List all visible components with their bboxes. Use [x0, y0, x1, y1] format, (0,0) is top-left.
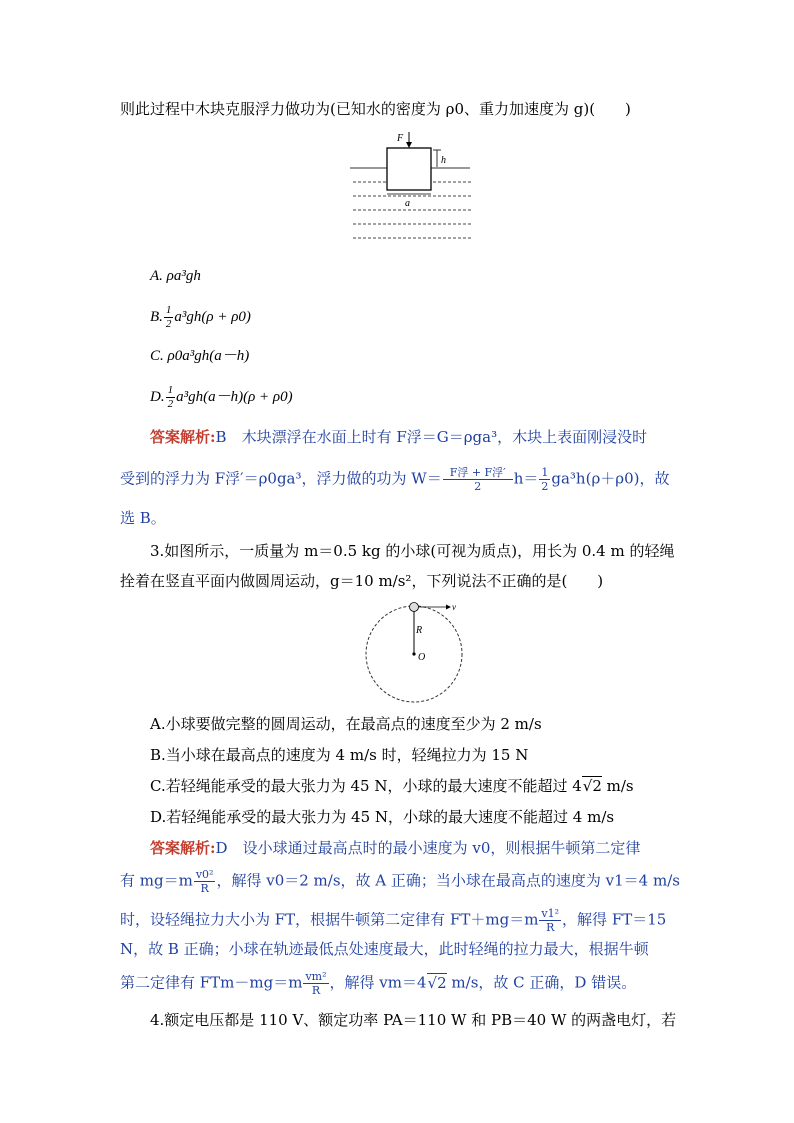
q3-stem-line2: 拴着在竖直平面内做圆周运动，g＝10 m/s²，下列说法不正确的是( )	[120, 572, 604, 590]
force-label: F	[397, 133, 404, 144]
answer-label: 答案解析:	[150, 839, 216, 857]
q3-option-c: C.若轻绳能承受的最大张力为 45 N，小球的最大速度不能超过 4√2 m/s	[150, 777, 634, 795]
option-b-tail: a³gh(ρ + ρ0)	[174, 308, 251, 325]
option-d-prefix: D.	[150, 388, 165, 405]
sqrt-sign: √2	[582, 777, 602, 795]
floating-block-figure	[345, 130, 480, 250]
option-d-tail: a³gh(a－h)(ρ + ρ0)	[176, 388, 293, 405]
q3-option-a: A.小球要做完整的圆周运动，在最高点的速度至少为 2 m/s	[150, 715, 542, 733]
q2-option-b	[150, 304, 251, 331]
vertical-circle-figure	[358, 600, 468, 708]
vm-fraction: $\frac{\text{vm²}}{R}$	[305, 970, 327, 997]
q2-answer-line3: 选 B。	[120, 509, 166, 527]
q3-answer-line3: 时，设轻绳拉力大小为 FT，根据牛顿第二定律有 FT＋mg＝m $\frac{\text{v1²}}{R}$ ，解得 FT＝15	[120, 907, 667, 934]
q3-stem-line1: 3.如图所示，一质量为 m＝0.5 kg 的小球(可视为质点)，用长为 0.4 m 的轻绳	[150, 542, 675, 560]
q3-answer-line4: N，故 B 正确；小球在轨迹最低点处速度最大，此时轻绳的拉力最大，根据牛顿	[120, 940, 649, 958]
v0-fraction: $\frac{\text{v0²}}{R}$	[195, 868, 214, 895]
q2-option-c: C. ρ0a³gh(a－h)	[150, 348, 250, 364]
sqrt-sign: √2	[427, 973, 447, 992]
v1-fraction: $\frac{\text{v1²}}{R}$	[541, 907, 560, 934]
v-label: v	[452, 602, 456, 612]
q2-option-a: A. ρa³gh	[150, 268, 201, 284]
q3-answer-line1: 答案解析:D 设小球通过最高点时的最小速度为 v0，则根据牛顿第二定律	[150, 839, 641, 857]
q3-option-d: D.若轻绳能承受的最大张力为 45 N，小球的最大速度不能超过 4 m/s	[150, 808, 615, 826]
answer-label: 答案解析:	[150, 428, 216, 446]
option-b-prefix: B.	[150, 308, 163, 325]
half-fraction: $\frac{1}{2}$	[165, 304, 172, 330]
q3-answer-line2: 有 mg＝m $\frac{\text{v0²}}{R}$ ，解得 v0＝2 m/s，故 A 正确；当小球在最高点的速度为 v1＝4 m/s	[120, 868, 680, 895]
half-fraction: $\frac{1}{2}$	[541, 466, 549, 493]
q2-answer-line2: 受到的浮力为 F浮′＝ρ0ga³，浮力做的功为 W＝ $\frac{\text{F浮 + F浮′}}{2}$ h＝ $\frac{1}{2}$ ga³h(ρ＋ρ0)，故	[120, 466, 670, 493]
half-fraction: $\frac{1}{2}$	[167, 384, 174, 410]
h-label: h	[441, 155, 446, 166]
work-fraction: $\frac{\text{F浮 + F浮′}}{2}$	[443, 466, 513, 493]
q4-stem: 4.额定电压都是 110 V、额定功率 PA＝110 W 和 PB＝40 W 的两盏电灯，若	[150, 1011, 677, 1029]
q3-answer-line5: 第二定律有 FTm－mg＝m $\frac{\text{vm²}}{R}$ ，解得 vm＝4√2 m/s，故 C 正确，D 错误。	[120, 970, 637, 997]
a-label: a	[405, 198, 410, 209]
r-label: R	[416, 625, 423, 636]
q2-answer-line1: 答案解析:B 木块漂浮在水面上时有 F浮＝G＝ρga³，木块上表面刚浸没时	[150, 428, 648, 446]
q3-option-b: B.当小球在最高点的速度为 4 m/s 时，轻绳拉力为 15 N	[150, 746, 529, 764]
q2-stem: 则此过程中木块克服浮力做功为(已知水的密度为 ρ0、重力加速度为 g)( )	[120, 100, 631, 118]
o-label: O	[418, 652, 426, 663]
q2-option-d	[150, 384, 293, 411]
